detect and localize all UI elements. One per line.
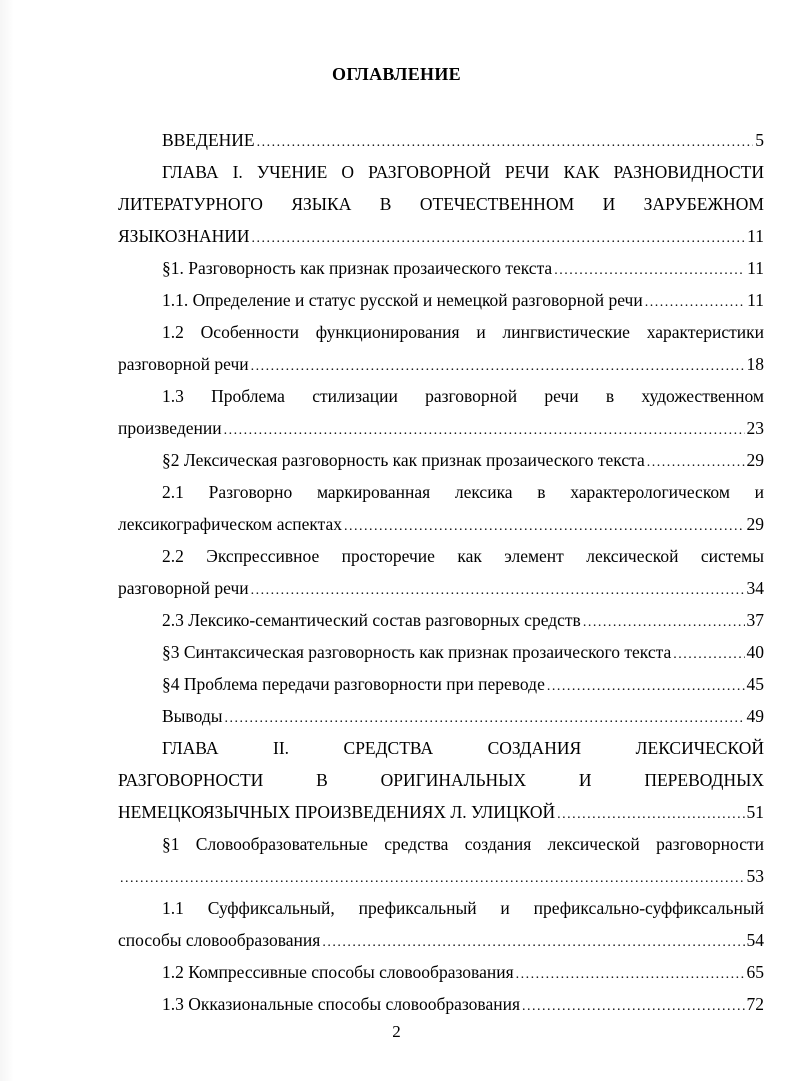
dot-leader (516, 959, 745, 991)
toc-page-number: 53 (746, 866, 764, 886)
toc-page-number: 11 (747, 290, 764, 310)
toc-entry-text: разговорной речи (118, 354, 249, 374)
toc-entry-ch2-1-2[interactable] (118, 956, 764, 988)
dot-leader (120, 863, 745, 895)
table-of-contents (118, 124, 764, 1020)
dot-leader (557, 799, 744, 831)
toc-page-number: 29 (746, 514, 764, 534)
toc-page-number: 23 (746, 418, 764, 438)
toc-entry-text: §1. Разговорность как признак прозаического текста (162, 258, 553, 278)
dot-leader (224, 415, 745, 447)
toc-page-number: 54 (746, 930, 764, 950)
toc-chapter-1-line-2[interactable]: ЛИТЕРАТУРНОГО ЯЗЫКА В ОТЕЧЕСТВЕННОМ И ЗАРУБЕЖНОМ (118, 194, 764, 214)
toc-entry-2-2-line-1[interactable]: 2.2 Экспрессивное просторечие как элемент лексической системы (162, 546, 764, 566)
toc-chapter-2-line-2[interactable]: РАЗГОВОРНОСТИ В ОРИГИНАЛЬНЫХ И ПЕРЕВОДНЫХ (118, 770, 764, 790)
toc-entry-2-3[interactable] (118, 604, 764, 636)
toc-entry-2-1-line-2[interactable] (118, 508, 764, 540)
dot-leader (251, 575, 745, 607)
toc-entry-1-3-line-1[interactable]: 1.3 Проблема стилизации разговорной речи в художественном (162, 386, 764, 406)
dot-leader (522, 991, 744, 1023)
toc-entry-conclusions[interactable] (118, 700, 764, 732)
dot-leader (344, 511, 744, 543)
toc-entry-section-2[interactable] (118, 444, 764, 476)
toc-chapter-2-line-3[interactable] (118, 796, 764, 828)
toc-page-number: 45 (746, 674, 764, 694)
toc-entry-ch2-1-1-line-1[interactable]: 1.1 Суффиксальный, префиксальный и префиксально-суффиксальный (162, 898, 764, 918)
page-number: 2 (392, 1022, 401, 1041)
toc-page-number: 49 (746, 706, 764, 726)
toc-chapter-1-line-3[interactable] (118, 220, 764, 252)
dot-leader (673, 639, 744, 671)
toc-page-number: 72 (746, 994, 764, 1014)
toc-page-number: 34 (746, 578, 764, 598)
toc-entry-ch2-1-3[interactable] (118, 988, 764, 1020)
toc-page-number: 18 (746, 354, 764, 374)
dot-leader (257, 127, 754, 159)
toc-entry-2-2-line-2[interactable] (118, 572, 764, 604)
toc-entry-text: разговорной речи (118, 578, 249, 598)
toc-entry-text: 1.2 Компрессивные способы словообразования (162, 962, 514, 982)
toc-page-number: 51 (746, 802, 764, 822)
toc-entry-1-2-line-2[interactable] (118, 348, 764, 380)
dot-leader (224, 703, 744, 735)
toc-entry-text: лексикографическом аспектах (118, 514, 343, 534)
dot-leader (645, 287, 745, 319)
toc-page-number: 37 (746, 610, 764, 630)
toc-entry-text: НЕМЕЦКОЯЗЫЧНЫХ ПРОИЗВЕДЕНИЯХ Л. УЛИЦКОЙ (118, 802, 556, 822)
toc-entry-1-2-line-1[interactable]: 1.2 Особенности функционирования и лингвистические характеристики (162, 322, 764, 342)
dot-leader (554, 255, 745, 287)
toc-entry-text: ВВЕДЕНИЕ (162, 130, 255, 150)
toc-page-number: 65 (746, 962, 764, 982)
dot-leader (251, 351, 745, 383)
toc-entry-text: 2.3 Лексико-семантический состав разговорных средств (162, 610, 581, 630)
toc-chapter-1-line-1[interactable]: ГЛАВА I. УЧЕНИЕ О РАЗГОВОРНОЙ РЕЧИ КАК РАЗНОВИДНОСТИ (162, 162, 764, 182)
toc-entry-text: произведении (118, 418, 222, 438)
page-title: ОГЛАВЛЕНИЕ (332, 64, 461, 84)
toc-entry-text: §2 Лексическая разговорность как признак прозаического текста (162, 450, 645, 470)
toc-entry-text: 1.1. Определение и статус русской и немецкой разговорной речи (162, 290, 643, 310)
toc-chapter-2-line-1[interactable]: ГЛАВА II. СРЕДСТВА СОЗДАНИЯ ЛЕКСИЧЕСКОЙ (162, 738, 764, 758)
toc-page-number: 11 (747, 258, 764, 278)
toc-entry-introduction[interactable] (118, 124, 764, 156)
toc-entry-text: §3 Синтаксическая разговорность как признак прозаического текста (162, 642, 672, 662)
dot-leader (547, 671, 745, 703)
toc-entry-text: способы словообразования (118, 930, 321, 950)
dot-leader (583, 607, 745, 639)
dot-leader (322, 927, 744, 959)
toc-entry-section-4[interactable] (118, 668, 764, 700)
toc-entry-ch2-section-1-line-1[interactable]: §1 Словообразовательные средства создания лексической разговорности (162, 834, 764, 854)
toc-entry-text: ЯЗЫКОЗНАНИИ (118, 226, 250, 246)
toc-entry-ch2-section-1-line-2[interactable] (118, 860, 764, 892)
dot-leader (647, 447, 745, 479)
dot-leader (252, 223, 746, 255)
toc-entry-1-1[interactable] (118, 284, 764, 316)
toc-entry-text: §4 Проблема передачи разговорности при переводе (162, 674, 545, 694)
toc-page-number: 5 (755, 130, 764, 150)
toc-entry-ch2-1-1-line-2[interactable] (118, 924, 764, 956)
toc-entry-text: Выводы (162, 706, 223, 726)
toc-entry-text: 1.3 Окказиональные способы словообразования (162, 994, 521, 1014)
toc-entry-1-3-line-2[interactable] (118, 412, 764, 444)
toc-page-number: 11 (747, 226, 764, 246)
toc-entry-section-3[interactable] (118, 636, 764, 668)
scan-edge (0, 0, 14, 1081)
toc-entry-section-1[interactable] (118, 252, 764, 284)
toc-entry-2-1-line-1[interactable]: 2.1 Разговорно маркированная лексика в характерологическом и (162, 482, 764, 502)
toc-page-number: 40 (746, 642, 764, 662)
toc-page-number: 29 (746, 450, 764, 470)
